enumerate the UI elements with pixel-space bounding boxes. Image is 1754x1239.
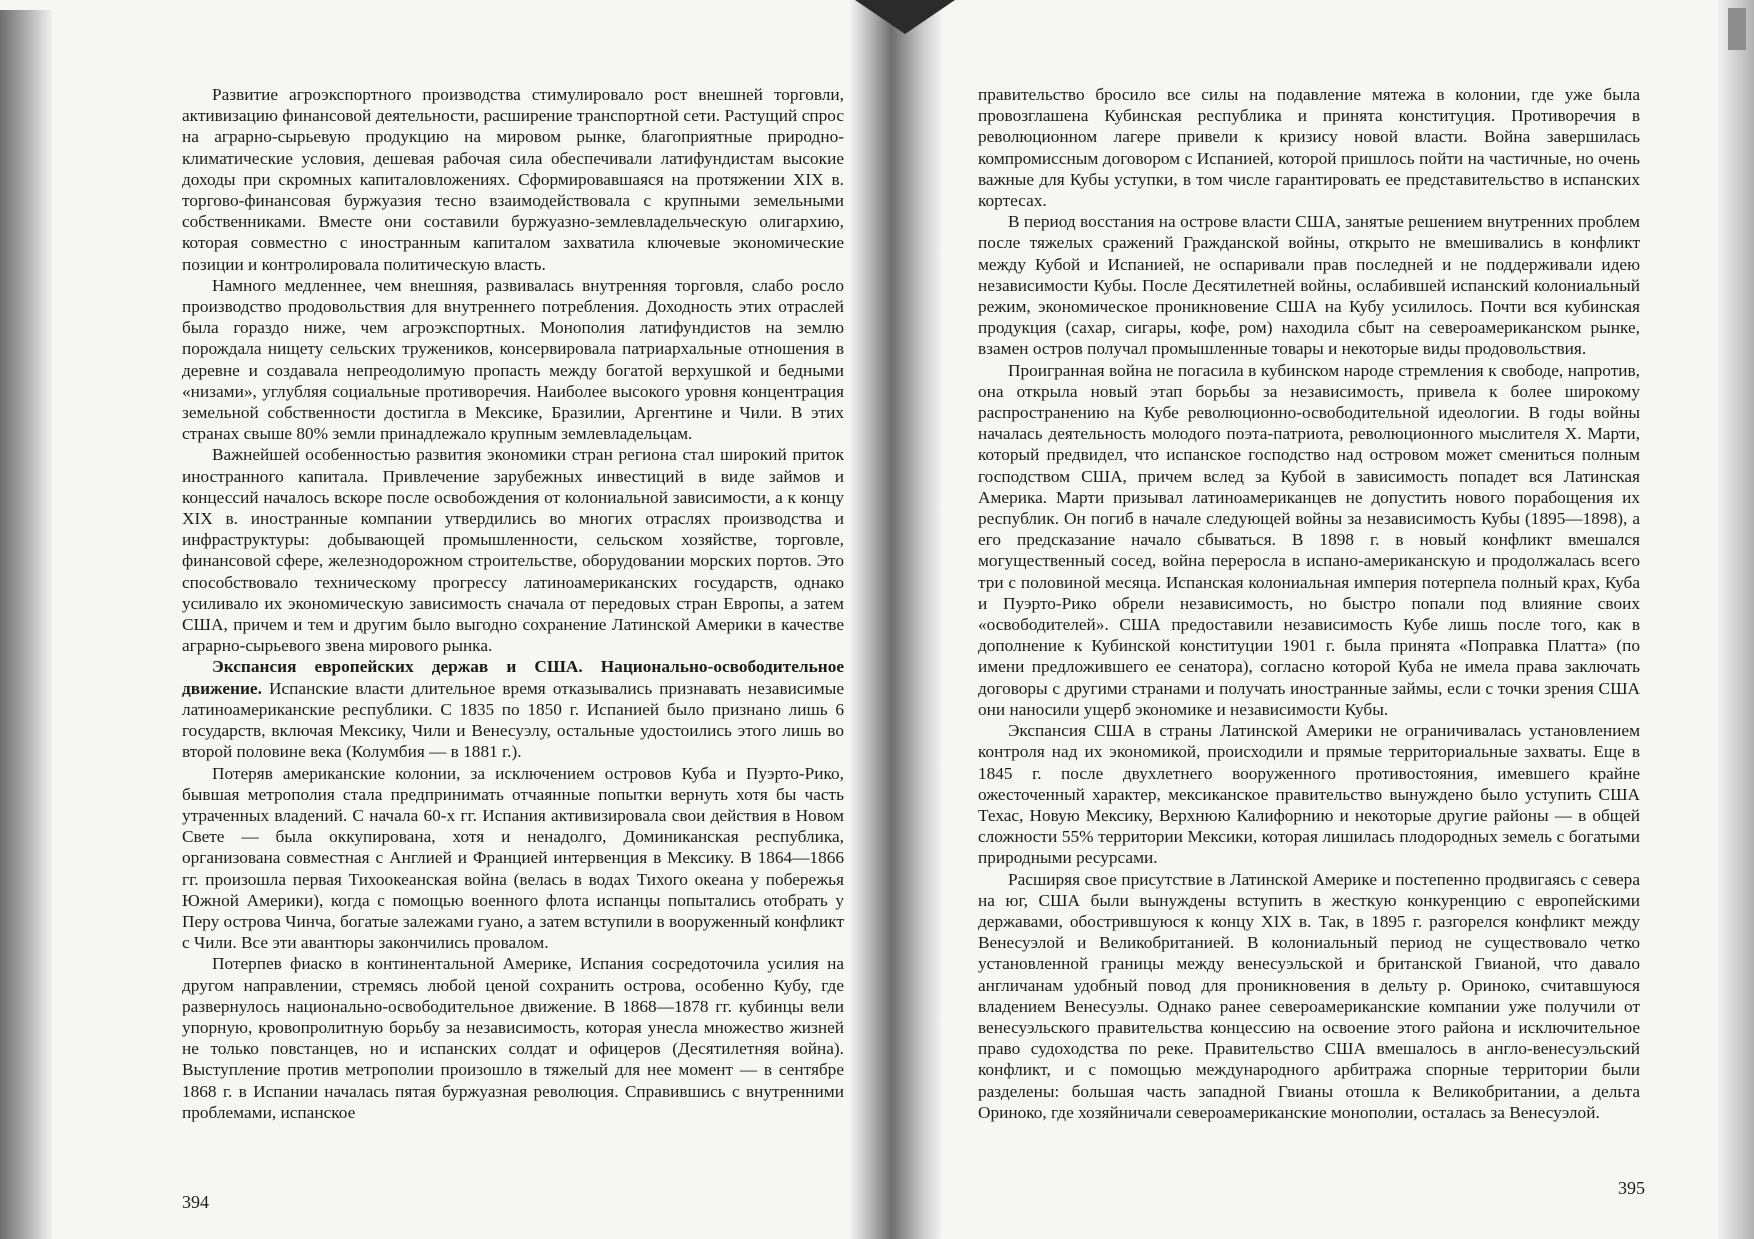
paragraph: Намного медленнее, чем внешняя, развивалась внутренняя торговля, слабо росло производство продовольствия для внутреннего потребления. Доходность этих отраслей была гораздо ниже, чем агроэкспортных. Монополия латифундистов на землю порождала нищету сельских тружеников, консервировала патриархальные отношения в деревне и создавала непреодолимую пропасть между богатой верхушкой и бедными «низами», углубляя социальные противоречия. Наиболее высокого уровня концентрация земельной собственности достигла в Мексике, Бразилии, Аргентине и Чили. В этих странах свыше 80% земли принадлежало крупным землевладельцам. xyxy=(182,275,844,444)
paragraph: Проигранная война не погасила в кубинском народе стремления к свободе, напротив, она открыла новый этап борьбы за независимость, привела к более широкому распространению на Кубе революционно-освободительной идеологии. В годы войны началась деятельность молодого поэта-патриота, революционного мыслителя Х. Марти, который предвидел, что испанское господство над островом может смениться полным господством США, причем вслед за Кубой в зависимость попадет вся Латинская Америка. Марти призывал латиноамериканцев не допустить нового порабощения их республик. Он погиб в начале следующей войны за независимость Кубы (1895—1898), а его предсказание начало сбываться. В 1898 г. в новый конфликт вмешался могущественный сосед, война переросла в испано-американскую и продолжалась всего три с половиной месяца. Испанская колониальная империя потерпела полный крах, Куба и Пуэрто-Рико обрели независимость, но быстро попали под влияние своих «освободителей». США предоставили независимость Кубе лишь после того, как в дополнение к Кубинской конституции 1901 г. была принята «Поправка Платта» (по имени предложившего ее сенатора), согласно которой Куба не имела права заключать договоры с другими странами и получать иностранные займы, если с точки зрения США они наносили ущерб экономике и независимости Кубы. xyxy=(978,360,1640,719)
paragraph: Расширяя свое присутствие в Латинской Америке и постепенно продвигаясь с севера на юг, США были вынуждены вступить в жесткую конкуренцию с европейскими державами, обострившуюся к концу XIX в. Так, в 1895 г. разгорелся конфликт между Венесуэлой и Великобританией. В колониальный период не существовало четко установленной границы между венесуэльской и британской Гвианой, что давало англичанам удобный повод для проникновения в дельту р. Ориноко, считавшуюся владением Венесуэлы. Однако ранее североамериканские компании уже получили от венесуэльского правительства концессию на освоение этого района и исключительное право судоходства по реке. Правительство США вмешалось в англо-венесуэльский конфликт, и с помощью международного арбитража спорные территории были разделены: большая часть западной Гвианы отошла к Великобритании, а дельта Ориноко, где хозяйничали североамериканские монополии, осталась за Венесуэлой. xyxy=(978,869,1640,1122)
paragraph-text: Испанские власти длительное время отказывались признавать независимые латиноамериканские республики. С 1835 по 1850 г. Испанией было признано лишь 6 государств, включая Мексику, Чили и Венесуэлу, остальные удостоились этого лишь во второй половине века (Колумбия — в 1881 г.). xyxy=(182,678,844,762)
paragraph: Экспансия США в страны Латинской Америки не ограничивалась установлением контроля над их экономикой, происходили и прямые территориальные захваты. Еще в 1845 г. после двухлетнего вооруженного противостояния, имевшего крайне ожесточенный характер, мексиканское правительство вынуждено было уступить США Техас, Новую Мексику, Верхнюю Калифорнию и некоторые другие районы — в общей сложности 55% территории Мексики, которая лишилась плодородных земель с богатыми природными ресурсами. xyxy=(978,721,1640,868)
right-text-column xyxy=(978,84,1640,1123)
paragraph: Важнейшей особенностью развития экономики стран региона стал широкий приток иностранного капитала. Привлечение зарубежных инвестиций в виде займов и концессий началось вскоре после освобождения от колониальной зависимости, а к концу XIX в. иностранные компании утвердились во многих отраслях производства и инфраструктуры: добывающей промышленности, сельском хозяйстве, торговле, финансовой сфере, железнодорожном строительстве, оборудовании морских портов. Это способствовало техническому прогрессу латиноамериканских государств, однако усиливало их экономическую зависимость сначала от передовых стран Европы, а затем США, причем и тем и другим было выгодно сохранение Латинской Америки в качестве аграрно-сырьевого звена мирового рынка. xyxy=(182,445,844,656)
page-number-left: 394 xyxy=(182,1192,209,1212)
scan-edge-left xyxy=(0,10,52,1239)
paragraph-continuation: правительство бросило все силы на подавление мятежа в колонии, где уже была провозглашена Кубинская республика и принята конституция. Противоречия в революционном лагере привели к кризису новой власти. Война завершилась компромиссным договором с Испанией, которой пришлось пойти на частичные, но очень важные для Кубы уступки, в том числе гарантировать ее представительство в испанских кортесах. xyxy=(978,85,1640,211)
scan-edge-mark xyxy=(1728,8,1746,50)
page-number-right: 395 xyxy=(1618,1178,1645,1198)
scan-edge-right xyxy=(1718,0,1754,1239)
paragraph: Потеряв американские колонии, за исключением островов Куба и Пуэрто-Рико, бывшая метрополия стала предпринимать отчаянные попытки вернуть хотя бы часть утраченных владений. С начала 60-х гг. Испания активизировала свои действия в Новом Свете — была оккупирована, хотя и ненадолго, Доминиканская республика, организована совместная с Англией и Францией интервенция в Мексику. В 1864—1866 гг. произошла первая Тихоокеанская война (велась в водах Тихого океана у побережья Южной Америки), когда с помощью военного флота испанцы попытались отобрать у Перу острова Чинча, богатые залежами гуано, а затем вступили в вооруженный конфликт с Чили. Все эти авантюры закончились провалом. xyxy=(182,763,844,953)
paragraph: В период восстания на острове власти США, занятые решением внутренних проблем после тяжелых сражений Гражданской войны, открыто не вмешивались в конфликт между Кубой и Испанией, не оспаривали прав последней и не поддерживали идею независимости Кубы. После Десятилетней войны, ослабившей испанский колониальный режим, экономическое проникновение США на Кубу усилилось. Почти вся кубинская продукция (сахар, сигары, кофе, ром) находила сбыт на североамериканском рынке, взамен остров получал промышленные товары и некоторые виды продовольствия. xyxy=(978,212,1640,359)
paragraph: Потерпев фиаско в континентальной Америке, Испания сосредоточила усилия на другом направлении, стремясь любой ценой сохранить острова, особенно Кубу, где развернулось национально-освободительное движение. В 1868—1878 гг. кубинцы вели упорную, кровопролитную борьбу за независимость, которая унесла множество жизней не только повстанцев, но и испанских солдат и офицеров (Десятилетняя война). Выступление против метрополии произошло в тяжелый для нее момент — в сентябре 1868 г. в Испании началась пятая буржуазная революция. Справившись с внутренними проблемами, испанское xyxy=(182,954,844,1122)
left-text-column xyxy=(182,84,844,1123)
book-gutter xyxy=(850,0,942,1239)
paragraph-with-heading xyxy=(182,656,844,762)
section-heading: Экспансия европейских держав и США. Национально-освободительное движение. xyxy=(182,657,844,698)
paragraph: Развитие агроэкспортного производства стимулировало рост внешней торговли, активизацию финансовой деятельности, расширение транспортной сети. Растущий спрос на аграрно-сырьевую продукцию на мировом рынке, благоприятные природно-климатические условия, дешевая рабочая сила обеспечивали латифундистам высокие доходы при скромных капиталовложениях. Сформировавшаяся на протяжении XIX в. торгово-финансовая буржуазия тесно взаимодействовала с крупными земельными собственниками. Вместе они составили буржуазно-землевладельческую олигархию, которая совместно с иностранным капиталом захватила ключевые экономические позиции и контролировала политическую власть. xyxy=(182,85,844,274)
